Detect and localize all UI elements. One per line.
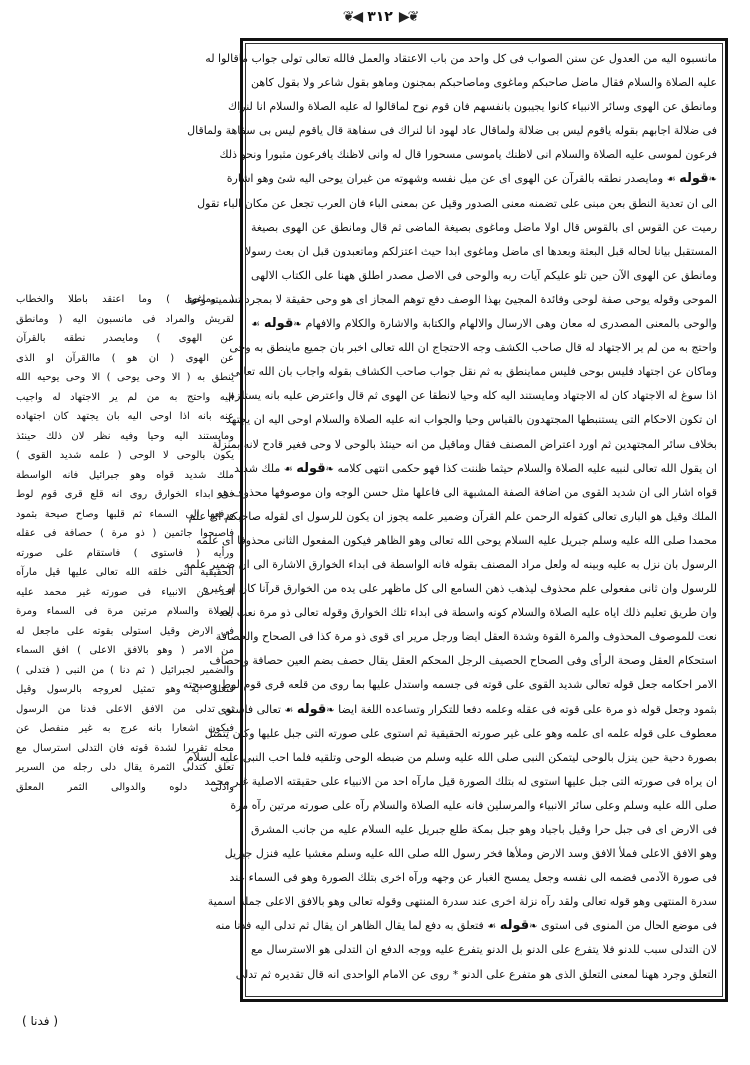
marginal-commentary	[16, 290, 234, 797]
text-line	[251, 216, 717, 240]
text-line	[205, 47, 717, 71]
text-line	[188, 505, 717, 529]
text-segment: للرسول وان ثانى مفعولى علم محذوف ليذهب ذهن السامع الى كل ماظهر على يده من الخوارق قرآنا كان او غيره	[202, 582, 717, 596]
ornament-right-icon: ❦▶	[398, 9, 418, 25]
text-segment: فى ضلالة اجابهم بقوله ياقوم ليس بى ضلالة ولماقال عاد لهود انا لنراك فى سفاهة قال ياقوم ليس بى سفاهة ولماقال	[187, 124, 717, 138]
text-segment: وهو الافق الاعلى فملأ الافق وسد الارض وملأها فخر رسول الله صلى الله عليه وسلم مغشيا عليه فنزل جبريل	[224, 847, 717, 861]
text-segment: عليه الصلاة والسلام فقال ماضل صاحبكم وماغوى وماصاحبكم بمجنون وماهو بقول شاعر ولا بقول كاهن	[251, 76, 717, 90]
text-line	[204, 770, 717, 794]
margin-line: فتعلق به وهو تمثيل لعروجه بالرسول وقيل	[16, 684, 234, 695]
text-segment: التعلق وجرد ههنا لمعنى التعلق الذى هو متفرع على الدنو * روى عن الامام الواحدى انه قال تقديره ثم تدلى	[235, 967, 717, 981]
text-line	[251, 312, 717, 336]
text-line	[228, 384, 717, 408]
text-segment: لان التدلى سبب للدنو فلا يتفرع على الدنو بل الدنو يتفرع عليه ووجه الدفع ان التدلى هو الاسترسال مع	[251, 943, 717, 957]
text-segment: فى الارض اى فى جبل حرا وقيل باجياد وهو جبل بمكة طلع جبريل عليه السلام عليه من جانب المشرق	[251, 823, 717, 836]
text-segment: استحكام العقل وصحة الرأى وفى الصحاح الحصيف الرجل المحكم العقل يقال حصف بضم العين حصافة واحصاف	[209, 654, 717, 668]
text-segment: رميت عن القوس اى بالقوس قال اولا ماضل وماغوى بصيغة الماضى ثم قال ومانطق عن الهوى بصيغة	[251, 220, 717, 234]
text-segment: الملك وقيل هو البارى تعالى كقوله الرحمن علم القرآن وضمير علمه يجوز ان يكون للرسول اى لقوله صاحبكم اى علم	[188, 509, 717, 523]
margin-line: لقريش والمراد فى مانسبون اليه ( ومانطق	[16, 313, 234, 325]
text-segment: بخلاف سائر المجتهدين ثم اورد اعتراض المصنف فقال وماقيل من انه حينئذ بالوحى لا وحى فغير قادح لانه بمنزلة	[212, 437, 717, 451]
margin-line: وادلى دلوه والدوالى الثمر المعلق	[16, 781, 234, 793]
qawluhu-heading: ❧ قوله ☙	[284, 702, 334, 717]
page-header	[300, 6, 460, 28]
text-segment: واحتج به من لم ير الاجتهاد له قال صاحب الكشف وجه الاحتجاج ان الله تعالى اخبر بان جميع ماينطق به وحى	[229, 341, 717, 355]
text-segment: فى صورة الآدمى فضمه الى نفسه وجعل يمسح الغبار عن وجهه ورآه اخرى بتلك الصورة وهو فى السماء عند	[229, 871, 717, 885]
text-segment: ان يراه فى صورته التى جبل عليها استوى له بتلك الصورة قيل مارآه احد من الانبياء على حقيقته الاصلية غير محمد	[204, 774, 717, 788]
margin-line: والضمير لجبرائيل ( ثم دنا ) من النبى ( فتدلى )	[16, 664, 234, 676]
text-segment: المستقبل بيانا لحاله قبل البعثة وبعدها اى ماضل وماغوى ابدا حيث اعتزلكم وماتعبدون قبل ان بعث رسولا	[245, 244, 717, 258]
qawluhu-heading: ❧ قوله ☙	[251, 316, 302, 331]
text-segment: نعت للموصوف المحذوف والمرة القوة وشدة العقل ايضا ورجل مرير اى قوى ذو مرة كذا فى الصحاح والحصافة	[215, 630, 717, 644]
margin-line: ثم تدلى من الافق الاعلى فدنا من الرسول	[16, 703, 234, 715]
text-line	[217, 481, 717, 505]
text-segment: الموحى وقوله يوحى صفة لوحى وفائدة المجيئ بهذا الوصف دفع توهم المجاز اى هو وحى حقيقة لا بمجرد تسميته وحيا	[187, 292, 717, 306]
text-line	[219, 143, 717, 167]
text-segment: تعالى فاستوى	[217, 702, 285, 716]
margin-line: ملك شديد قواه وهو جبرائيل فانه الواسطة	[16, 469, 234, 481]
main-commentary-text	[183, 47, 717, 987]
text-line	[196, 529, 717, 553]
margin-line: محله تقريرا لشدة قوته فان التدلى استرسال مع	[16, 742, 234, 754]
text-line	[217, 698, 717, 722]
text-line	[229, 866, 717, 890]
text-segment: وماكان عن اجتهاد فليس بوحى فليس مماينطق به ثم نقل جواب صاحب الكشاف بقوله واجاب بان الله تعالى	[230, 365, 717, 379]
text-segment: الرسول بان نزل به عليه وبينه له ولعل مراد المصنف بقوله فانه الواسطة فى ابداء الخوارق الاشارة الى ان ضمير علمه	[184, 557, 717, 571]
text-line	[251, 938, 717, 962]
text-line	[251, 818, 717, 842]
text-line	[187, 119, 717, 143]
margin-line: فيكون اشعارا بانه عرج به غير منفصل عن	[16, 723, 234, 734]
ornament-left-icon: ◀❦	[342, 9, 362, 25]
text-segment: ومانطق عن الهوى الآن حين تلو عليكم آيات ربه والوحى فى الاصل مصدر اطلق ههنا على الكتاب الالهى	[251, 268, 717, 282]
text-segment: الى ان تعدية النطق بعن مبنى على تضمنه معنى الصدور وقيل عن بمعنى الباء فان العرب تجعل عن مكان الباء تقول	[197, 196, 717, 210]
text-line	[229, 336, 717, 360]
margin-line: تعلق كتدلى الثمرة يقال دلى رجله من السرير	[16, 762, 234, 773]
text-line	[251, 264, 717, 288]
margin-line: عنه بانه اذا اوحى اليه بان يجتهد كان اجتهاده	[16, 411, 234, 422]
text-line	[197, 192, 717, 216]
margin-line: احد من الانبياء فى صورته غير محمد عليه	[16, 586, 234, 598]
text-line	[207, 890, 717, 914]
text-line	[212, 433, 717, 457]
margin-line: عن الهوى ( ان هو ) ماالقرآن او الذى	[16, 352, 234, 364]
text-line	[225, 408, 717, 432]
text-line	[204, 722, 717, 746]
text-segment: معطوف على قوله علمه اى علمه وهو على غير صورته الحقيقية ثم استوى على صورته التى جبل عليها وكان يتمثل	[204, 726, 717, 740]
text-segment: ان تكون الاحكام التى يستنبطها المجتهدون بالقياس وحيا والجواب انه عليه الصلاة والسلام اوحى اليه ان يجتهد	[225, 413, 717, 427]
text-segment: بصورة دحية حين ينزل بالوحى ليتمكن النبى صلى الله عليه وسلم من ضبطه الوحى وتلقيه فلما احب النبى عليه السلام	[186, 750, 717, 764]
text-line	[215, 625, 717, 649]
text-segment: وان طريق تعليم ذلك اياه عليه الصلاة والسلام كونه واسطة فى ابداء تلك الخوارق وقوله تعالى ذو مرة نعت بعد	[219, 606, 717, 620]
text-line	[209, 649, 717, 673]
text-line	[224, 842, 717, 866]
text-segment: الامر احكامه جعل قوله تعالى شديد القوى على قوته فى جسمه واستدل عليها بما روى من قلعه قرى قوم لوط وصيحته	[183, 678, 717, 692]
text-line	[187, 288, 717, 312]
text-segment: محمدا صلى الله عليه وسلم جبريل عليه السلام يوحى الله تعالى وهو الظاهر فيكون المفعول الثانى محذوفا اى علمه	[196, 533, 717, 547]
qawluhu-heading: ❧ قوله ☙	[284, 461, 334, 476]
text-segment: فتعلق به دفع لما يقال الظاهر ان يقال ثم تدلى اليه فدنا منه	[215, 919, 488, 933]
text-line	[245, 240, 717, 264]
margin-line: فى ابداء الخوارق روى انه قلع قرى قوم لوط	[16, 489, 234, 500]
text-line	[186, 746, 717, 770]
text-segment: بثمود وجعل قوله ذو مرة على قوته فى عقله وعلمه دفعا للتكرار وتساعده اللغة ايضا	[334, 702, 717, 716]
margin-line: يكون بالوحى لا الوحى ( علمه شديد القوى )	[16, 450, 234, 461]
text-line	[235, 963, 717, 987]
text-line	[184, 553, 717, 577]
text-line	[226, 167, 717, 191]
text-segment: والوحى بالمعنى المصدرى له معان وهى الارسال والالهام والكتابة والاشارة والكلام والافهام	[301, 317, 717, 331]
margin-line: ورأيه ( فاستوى ) فاستقام على صورته	[16, 547, 234, 559]
margin-line: من الامر ( وهو بالافق الاعلى ) افق السماء	[16, 645, 234, 656]
text-segment: ان يقول الله تعالى لنبيه عليه الصلاة والسلام حيثما ظننت كذا فهو حكمى انتهى كلامه	[334, 461, 717, 475]
page-number: ٣١٢	[367, 9, 393, 25]
text-segment: فرعون لموسى عليه الصلاة والسلام انى لاظنك ياموسى مسحورا قال له وانى لاظنك يافرعون مثبورا ونحو ذلك	[219, 148, 717, 162]
text-line	[230, 794, 717, 818]
margin-line: ومايستند اليه وحيا وفيه نظر لان ذلك حينئذ	[16, 430, 234, 442]
qawluhu-heading: ❧ قوله ☙	[667, 171, 717, 186]
text-line	[234, 457, 717, 481]
text-line	[183, 673, 717, 697]
margin-line: فاصبحوا جاثمين ( ذو مرة ) حصافة فى عقله	[16, 528, 234, 539]
margin-line: عن الهوى ) ومايصدر نطقه بالقرآن	[16, 333, 234, 344]
main-text-frame	[183, 38, 728, 1002]
text-segment: فى موضع الحال من المنوى فى استوى	[537, 919, 717, 933]
text-line	[215, 914, 717, 938]
text-segment: قواه اشار الى ان شديد القوى من اضافة الصفة المشبهة الى فاعلها مثل حسن الوجه وان موصوفها محذوف هو	[217, 485, 717, 499]
margin-line: الصلاة والسلام مرتين مرة فى السماء ومرة	[16, 606, 234, 617]
text-segment: ومايصدر نطقه بالقرآن عن الهوى اى عن ميل نفسه وشهوته من غيران يوحى اليه شئ وهو اشارة	[226, 172, 667, 186]
text-segment: سدرة المنتهى وهو قوله تعالى ولقد رآه نزلة اخرى عند سدرة المنتهى وقوله تعالى وهو بالافق الاعلى جملة اسمية	[207, 895, 717, 909]
text-line	[230, 360, 717, 384]
text-line	[202, 577, 717, 601]
text-line	[228, 95, 717, 119]
text-segment: صلى الله عليه وسلم وعلى سائر الانبياء والمرسلين فانه عليه الصلاة والسلام رآه على صورته مرتين رآه مرة	[230, 798, 717, 812]
margin-line: ( وماغوى ) وما اعتقد باطلا والخطاب	[16, 294, 234, 305]
margin-line: الحقيقية التى خلقه الله تعالى عليها قيل مارآه	[16, 567, 234, 578]
margin-line: ينطق به ( الا وحى يوحى ) الا وحى يوحيه الله	[16, 372, 234, 383]
text-segment: ملك شديد	[234, 461, 284, 475]
text-segment: اذا سوغ له الاجتهاد كان له الاجتهاد ومايستند اليه كله وحيا لانطقا عن الهوى ثم قال واعترض عليه بانه يستلزم	[228, 389, 717, 403]
text-line	[251, 71, 717, 95]
text-line	[219, 601, 717, 625]
text-segment: مانسبوه اليه من العدول عن سنن الصواب فى كل واحد من باب الاعتقاد والعمل فالله تعالى تولى جواب ماقالوا له	[205, 52, 717, 65]
margin-line: فى الارض وقيل استولى بقوته على ماجعل له	[16, 625, 234, 637]
text-segment: ومانطق عن الهوى وسائر الانبياء كانوا يجيبون بانفسهم فان قوم نوح لماقالوا له عليه الصلاة والسلام انا لنراك	[228, 100, 717, 114]
qawluhu-heading: ❧ قوله ☙	[487, 918, 537, 933]
margin-line: ورفعها الى السماء ثم قلبها وصاح صيحة بثمود	[16, 508, 234, 520]
margin-line: اليه واحتج به من لم ير الاجتهاد له واجيب	[16, 391, 234, 403]
catchword: ( فدنا )	[22, 1014, 59, 1028]
